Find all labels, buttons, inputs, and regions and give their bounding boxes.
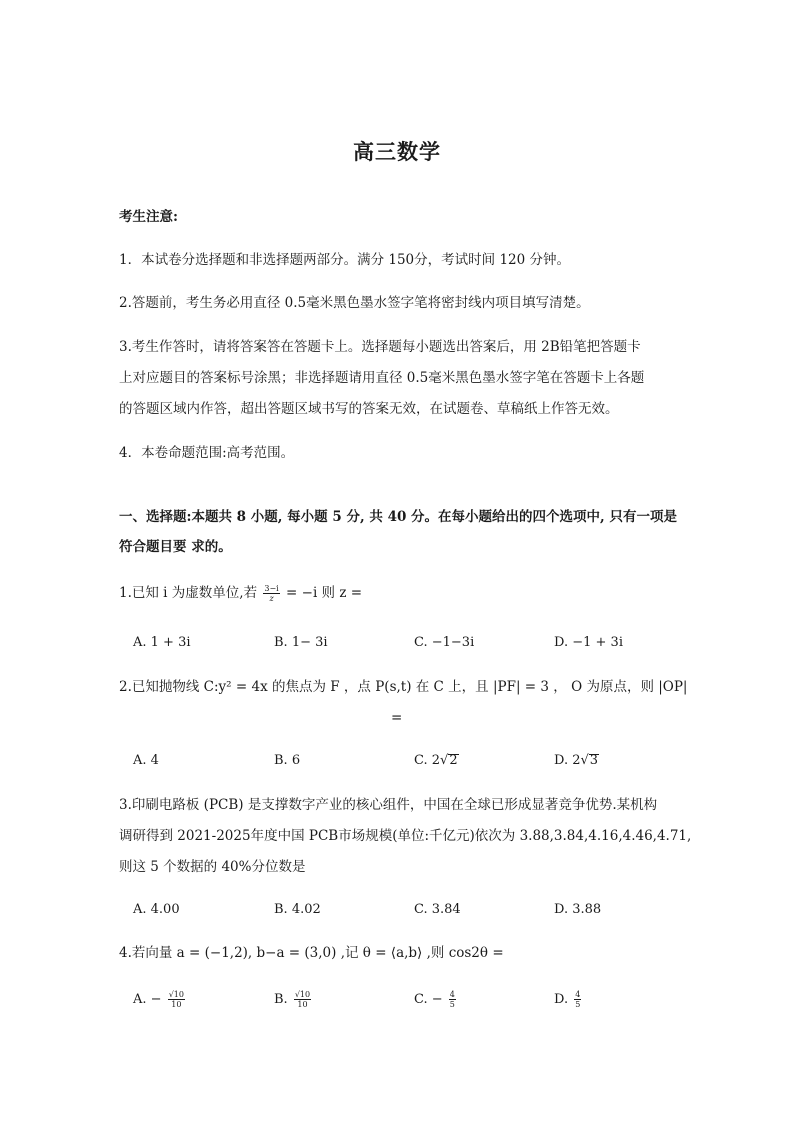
question-4-stem: 4.若向量 a = (−1,2), b−a = (3,0) ,记 θ = ⟨a,b⟩ ,则 cos2θ = — [119, 945, 504, 961]
question-4-option-d-prefix: D. — [554, 992, 569, 1007]
question-3-line-1: 3.印刷电路板 (PCB) 是支撑数字产业的核心组件，中国在全球已形成显著竞争优势.某机构 — [119, 797, 658, 813]
question-4-option-d-fraction — [574, 990, 581, 1009]
question-4-option-a-denominator: 10 — [171, 1000, 182, 1009]
question-2-option-c-prefix: C. 2 — [414, 753, 441, 768]
question-2-option-c-radicand: 2 — [449, 753, 458, 768]
question-1-fraction-numerator: 3−i — [264, 584, 279, 593]
question-1-option-a: A. 1 + 3i — [133, 635, 191, 650]
question-1-option-c: C. −1−3i — [414, 635, 475, 650]
question-2-option-d-prefix: D. 2 — [554, 753, 581, 768]
section-1-heading-line-1: 一、选择题:本题共 8 小题, 每小题 5 分, 共 40 分。在每小题给出的四个选项中, 只有一项是 — [119, 509, 677, 525]
question-1-prefix: 1.已知 i 为虚数单位,若 — [119, 585, 258, 601]
question-1-fraction-denominator: z — [269, 594, 274, 603]
question-1-option-b: B. 1− 3i — [274, 635, 328, 650]
question-3-line-2: 调研得到 2021-2025年度中国 PCB市场规模(单位:千亿元)依次为 3.88,3.84,4.16,4.46,4.71, — [119, 828, 692, 844]
question-4-option-c-numerator: 4 — [449, 990, 455, 999]
question-2-option-a: A. 4 — [133, 753, 159, 768]
question-2-option-c — [414, 752, 459, 770]
question-4-option-d-denominator: 5 — [575, 1000, 581, 1009]
question-4-option-b-prefix: B. — [274, 992, 288, 1007]
question-2-option-d-radicand: 3 — [589, 753, 599, 768]
question-4-option-b — [274, 990, 313, 1009]
question-4-option-c-fraction — [449, 990, 456, 1009]
question-3-option-c: C. 3.84 — [414, 902, 461, 917]
question-4-option-c — [414, 990, 458, 1009]
question-1-suffix: = −i 则 z = — [286, 585, 363, 601]
question-2-stem: 2.已知抛物线 C:y² = 4x 的焦点为 F ，点 P(s,t) 在 C 上，且 |PF| = 3 ， O 为原点，则 |OP| — [119, 679, 688, 695]
question-2-stem-continued: = — [391, 710, 403, 726]
question-4-option-b-numerator: √10 — [294, 990, 311, 999]
radical-sign-icon: √ — [580, 753, 589, 768]
question-1-fraction — [263, 584, 279, 603]
question-4-option-b-fraction — [294, 990, 311, 1009]
question-3-line-3: 则这 5 个数据的 40%分位数是 — [119, 859, 306, 875]
section-1-heading-line-2: 符合题目要 求的。 — [119, 539, 232, 555]
question-2-option-b: B. 6 — [274, 753, 301, 768]
question-4-option-d — [554, 990, 583, 1009]
question-4-option-c-denominator: 5 — [449, 1000, 455, 1009]
notice-heading: 考生注意: — [119, 209, 178, 225]
notice-item-4: 4．本卷命题范围:高考范围。 — [119, 445, 295, 461]
notice-item-2: 2.答题前，考生务必用直径 0.5毫米黑色墨水签字笔将密封线内项目填写清楚。 — [119, 295, 590, 311]
question-4-option-c-prefix: C. − — [414, 992, 443, 1007]
radical-sign-icon: √ — [440, 753, 449, 768]
question-1-option-d: D. −1 + 3i — [554, 635, 623, 650]
question-4-option-a-prefix: A. − — [133, 992, 162, 1007]
question-3-option-b: B. 4.02 — [274, 902, 321, 917]
question-4-option-b-denominator: 10 — [297, 1000, 308, 1009]
question-4-option-a-fraction — [168, 990, 185, 1009]
question-2-option-d — [554, 752, 599, 770]
question-4-option-d-numerator: 4 — [575, 990, 581, 999]
question-3-option-a: A. 4.00 — [133, 902, 180, 917]
page-title: 高三数学 — [353, 139, 441, 164]
question-1-stem — [119, 584, 362, 603]
question-4-option-a-numerator: √10 — [168, 990, 184, 999]
notice-item-3-line-1: 3.考生作答时，请将答案答在答题卡上。选择题每小题选出答案后，用 2B铅笔把答题卡 — [119, 339, 641, 355]
notice-item-1: 1．本试卷分选择题和非选择题两部分。满分 150分，考试时间 120 分钟。 — [119, 252, 570, 268]
notice-item-3-line-2: 上对应题目的答案标号涂黑；非选择题请用直径 0.5毫米黑色墨水签字笔在答题卡上各题 — [119, 370, 645, 386]
question-3-option-d: D. 3.88 — [554, 902, 602, 917]
notice-item-3-line-3: 的答题区域内作答，超出答题区域书写的答案无效，在试题卷、草稿纸上作答无效。 — [119, 401, 619, 417]
question-4-option-a — [133, 990, 187, 1009]
